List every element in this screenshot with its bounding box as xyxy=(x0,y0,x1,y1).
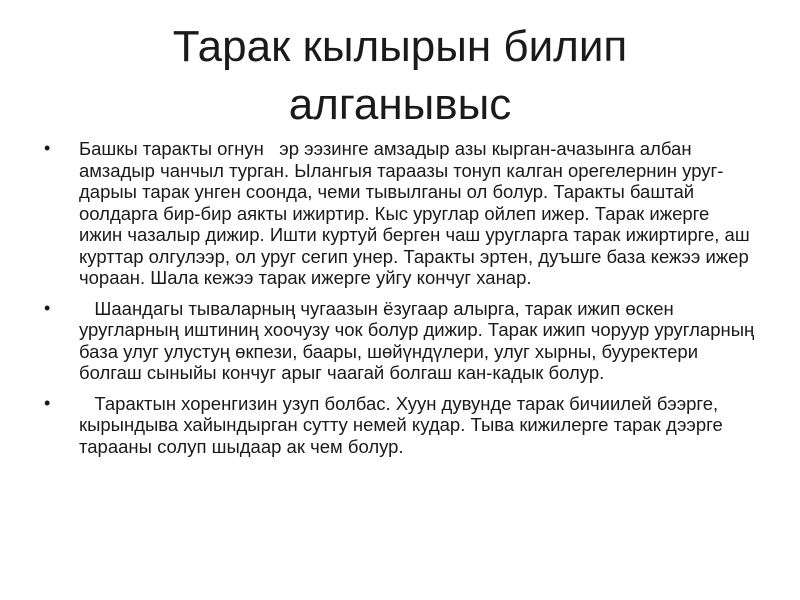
bullet-paragraph-3: Тарактын хоренгизин узуп болбас. Хуун дувунде тарак бичиилей бээрге, кырындыва хайындырган сутту немей кудар. Тыва кижилерге тарак дээрге тарааны солуп шыдаар ак чем болур. xyxy=(79,392,728,457)
bullet-dot-icon: • xyxy=(44,297,51,318)
bullet-paragraph-1: Башкы таракты огнун эр ээзинге амзадыр азы кырган-ачазынга албан амзадыр чанчыл турган. Ылангыя тараазы тонуп калган орегелернин уруг-дарыы тарак унген соонда, чеми тывылганы ол болур. Таракты баштай оолдарга бир-бир аякты ижиртир. Кыс уруглар ойлеп ижер. Тарак ижерге ижин чазалыр дижир. Ишти куртуй берген чаш уругларга тарак ижиртирге, аш курттар олгулээр, ол уруг сегип унер. Таракты эртен, дуъшге база кежээ ижер чораан. Шала кежээ тарак ижерге уйгу кончуг ханар. xyxy=(79,138,755,288)
bullet-list xyxy=(44,138,760,466)
bullet-dot-icon: • xyxy=(44,392,51,413)
slide-title-line-2: алганывыс xyxy=(288,80,512,129)
slide-title-line-1: Тарак кылырын билип xyxy=(172,22,628,71)
slide-title xyxy=(40,18,760,134)
bullet-dot-icon: • xyxy=(44,138,51,158)
bullet-item xyxy=(44,297,760,384)
bullet-item xyxy=(44,393,756,458)
bullet-paragraph-2: Шаандагы тываларның чугаазын ёзугаар алырга, тарак ижип өскен уругларның иштиниң хоочузу чок болур дижир. Тарак ижип чоруур уругларның база улуг улустуң өкпези, баары, шөйүндүлери, улуг хырны, бууректери болгаш сыныйы кончуг арыг чаагай болгаш кан-кадык болур. xyxy=(79,297,760,383)
bullet-item xyxy=(44,138,756,289)
